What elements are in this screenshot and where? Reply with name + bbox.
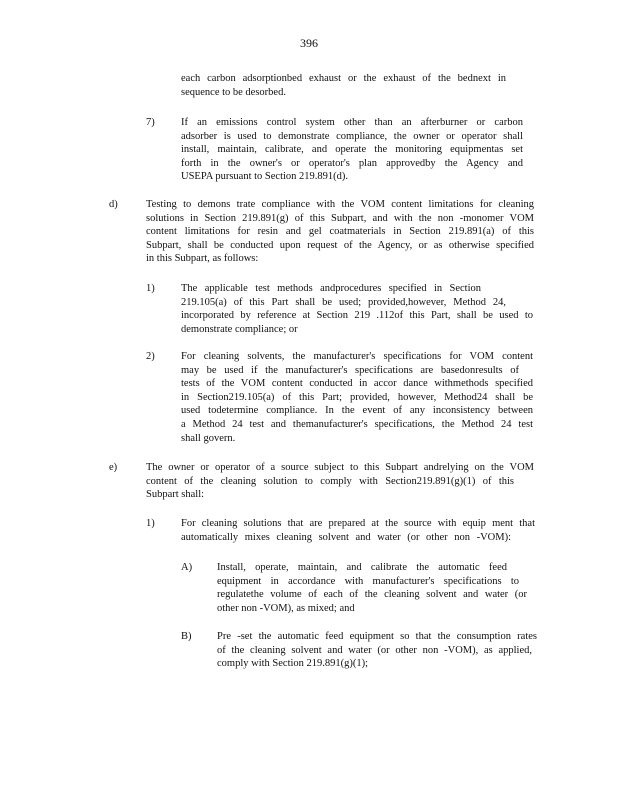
subitem-a-label: A) (181, 562, 193, 573)
text-line: Install, operate, maintain, and calibrate the automatic feed (217, 562, 507, 573)
text-line: forth in the owner's or operator's plan approvedby the Agency and (181, 157, 523, 169)
text-line: shall govern. (181, 432, 236, 444)
text-line: For cleaning solutions that are prepared at the source with equip ment that (181, 518, 535, 529)
text-line: USEPA pursuant to Section 219.891(d). (181, 171, 349, 183)
text-line: Subpart shall: (146, 489, 205, 501)
text-line: 219.105(a) of this Part shall be used; provided,however, Method 24, (181, 296, 506, 308)
text-line: content of the cleaning solution to comply with Section219.891(g)(1) of this (146, 475, 514, 487)
subitem-b-text (217, 630, 537, 671)
section-d-text (146, 198, 534, 266)
text-line: install, maintain, calibrate, and operate the monitoring equipmentas set (181, 144, 523, 156)
text-line: solutions in Section 219.891(g) of this Subpart, and with the non -monomer VOM (146, 212, 534, 224)
text-line: incorporated by reference at Section 219 .112of this Part, shall be used to (181, 310, 533, 322)
text-line: demonstrate compliance; or (181, 323, 298, 335)
text-line: The owner or operator of a source subject to this Subpart andrelying on the VOM (146, 462, 534, 473)
item-7-text (181, 116, 523, 184)
text-line: Testing to demons trate compliance with the VOM content limitations for cleaning (146, 199, 534, 210)
page-number: 396 (300, 36, 318, 50)
section-d-label: d) (109, 199, 118, 210)
text-line: comply with Section 219.891(g)(1); (217, 658, 369, 670)
text-line: may be used if the manufacturer's specifications are basedonresults of (181, 364, 519, 376)
text-line: adsorber is used to demonstrate compliance, the owner or operator shall (181, 130, 523, 142)
text-line: regulatethe volume of each of the cleaning solvent and water (or (217, 589, 527, 601)
text-line: used todetermine compliance. In the event of any inconsistency between (181, 405, 533, 417)
text-line: Pre -set the automatic feed equipment so that the consumption rates (217, 631, 537, 642)
text-line: in Section219.105(a) of this Part; provided, however, Method24 shall be (181, 391, 533, 403)
text-line: tests of the VOM content conducted in accor dance withmethods specified (181, 378, 533, 390)
text-line: content limitations for resin and gel coatmaterials in Section 219.891(a) of this (146, 226, 534, 238)
text-line: each carbon adsorptionbed exhaust or the exhaust of the bednext in (181, 73, 506, 84)
item-7-label: 7) (146, 117, 155, 128)
section-e-item-1-text (181, 517, 535, 544)
section-d-item-2-text (181, 350, 533, 445)
section-d-item-2-label: 2) (146, 351, 155, 362)
text-line: sequence to be desorbed. (181, 86, 286, 98)
section-e-text (146, 461, 534, 502)
text-line: in this Subpart, as follows: (146, 253, 259, 265)
text-line: automatically mixes cleaning solvent and water (or other non -VOM): (181, 531, 511, 543)
section-d-item-1-text (181, 282, 533, 336)
text-line: The applicable test methods andprocedures specified in Section (181, 283, 481, 294)
section-e-item-1-label: 1) (146, 518, 155, 529)
subitem-b-label: B) (181, 631, 192, 642)
text-line: a Method 24 test and themanufacturer's specifications, the Method 24 test (181, 418, 533, 430)
section-d-item-1-label: 1) (146, 283, 155, 294)
subitem-a-text (217, 561, 527, 615)
continuation-text (181, 72, 506, 99)
text-line: For cleaning solvents, the manufacturer's specifications for VOM content (181, 351, 533, 362)
section-e-label: e) (109, 462, 118, 473)
text-line: of the cleaning solvent and water (or other non -VOM), as applied, (217, 644, 532, 656)
text-line: other non -VOM), as mixed; and (217, 602, 355, 614)
text-line: If an emissions control system other than an afterburner or carbon (181, 117, 523, 128)
text-line: Subpart, shall be conducted upon request of the Agency, or as otherwise specified (146, 239, 534, 251)
text-line: equipment in accordance with manufacturer's specifications to (217, 575, 519, 587)
